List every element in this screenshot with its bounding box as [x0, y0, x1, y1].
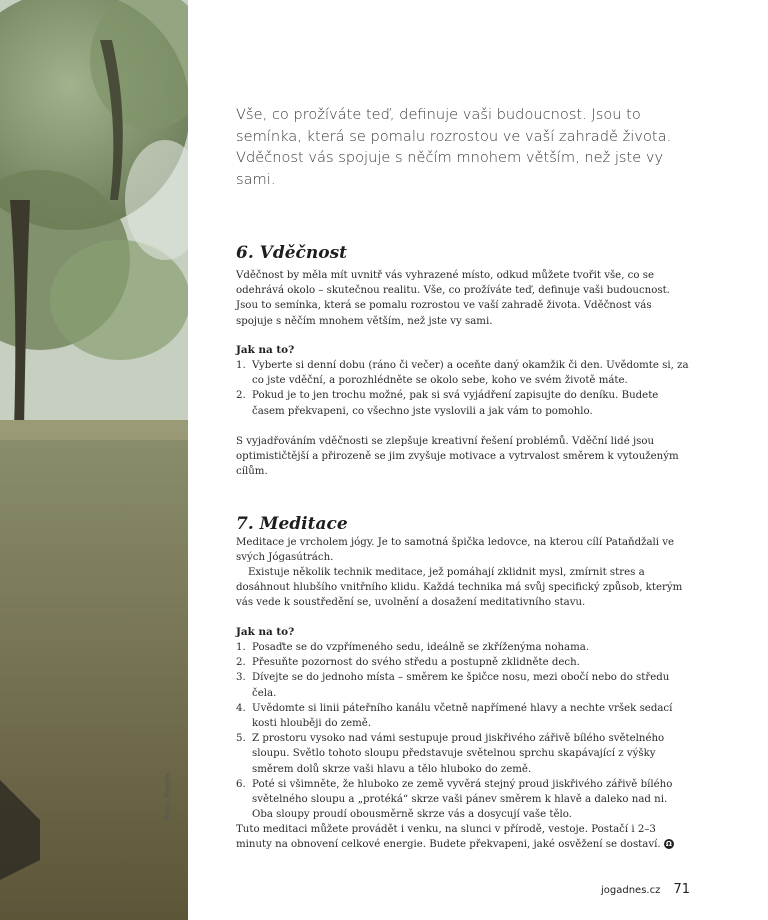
- step-text: Přesuňte pozornost do svého středu a postupně zklidněte dech.: [252, 657, 580, 669]
- list-item: [236, 655, 690, 670]
- step-text: Posaďte se do vzpřímeného sedu, ideálně se zkříženýma nohama.: [252, 642, 590, 653]
- photo-credit-text: Foto: Pexels: [163, 772, 172, 820]
- list-item: [236, 388, 690, 418]
- step-text: Z prostoru vysoko nad vámi sestupuje proud jiskřivého zářivě bílého světelného sloupu. Světlo tohoto sloupu představuje světelnou sprchu skapávající z výšky směrem dolů skrze vaši hlavu a tělo hluboko do země.: [252, 733, 665, 775]
- list-item: [236, 358, 690, 388]
- section-7-title: 7. Meditace: [236, 514, 348, 534]
- end-mark-icon: Ω: [664, 839, 674, 849]
- step-text: Poté si všimněte, že hluboko ze země vyvěrá stejný proud jiskřivého zářivě bílého světelného sloupu a „protéká“ skrze vaši pánev směrem k hlavě a daleko nad ni. Oba sloupy proudí obousměrně skrze vás a dosycují vaše tělo.: [252, 778, 673, 821]
- list-item: [236, 640, 690, 655]
- step-text: Vyberte si denní dobu (ráno či večer) a oceňte daný okamžik či den. Uvědomte si, za co jste vděční, a porozhlédněte se okolo sebe, koho ve svém životě máte.: [252, 360, 689, 387]
- nature-photo: [0, 0, 188, 920]
- section-7-howto: Jak na to?: [236, 626, 295, 638]
- section-7-outro: [236, 822, 690, 852]
- step-number: 3.: [236, 672, 246, 684]
- list-item: [236, 701, 690, 731]
- step-text: Pokud je to jen trochu možné, pak si svá vyjádření zapisujte do deníku. Budete časem překvapeni, co všechno jste vyslovili a jak vám to pomohlo.: [252, 390, 659, 417]
- section-7-intro: Meditace je vrcholem jógy. Je to samotná špička ledovce, na kterou cílí Pataňdžali ve svých Jógasútrách.: [236, 537, 675, 564]
- page-number: 71: [673, 882, 690, 897]
- section-7-outro-text: Tuto meditaci můžete provádět i venku, na slunci v přírodě, vestoje. Postačí i 2–3 minuty na obnovení celkové energie. Budete překvapeni, jaké osvěžení se dostaví.: [236, 824, 661, 851]
- section-7-intro-2: Existuje několik technik meditace, jež pomáhají zklidnit mysl, zmírnit stres a dosáhnout hlubšího vnitřního klidu. Každá technika má svůj specifický způsob, kterým vás vede k soustředění se, uvolnění a dosažení meditativního stavu.: [236, 567, 683, 609]
- step-text: Uvědomte si linii páteřního kanálu včetně napřímené hlavy a nechte vršek sedací kosti hlouběji do země.: [252, 702, 673, 730]
- step-number: 5.: [236, 733, 246, 745]
- section-6-howto: Jak na to?: [236, 344, 295, 356]
- section-7-steps: [236, 640, 690, 822]
- tree-illustration: [0, 0, 188, 920]
- step-number: 2.: [236, 657, 246, 669]
- section-6-title: 6. Vděčnost: [236, 243, 348, 263]
- step-number: 4.: [236, 702, 246, 714]
- step-number: 2.: [236, 390, 246, 402]
- section-6-outro: S vyjadřováním vděčnosti se zlepšuje kreativní řešení problémů. Vděční lidé jsou optimističtější a přirozeně se jim zvyšuje motivace a vytrvalost směrem k vytouženým cílům.: [236, 436, 679, 478]
- list-item: [236, 731, 690, 777]
- photo-credit: [163, 0, 202, 920]
- step-number: 1.: [236, 360, 246, 371]
- section-6-steps: [236, 358, 690, 419]
- step-number: 1.: [236, 642, 246, 653]
- site-url: jogadnes.cz: [601, 885, 661, 896]
- list-item: [236, 670, 690, 700]
- step-text: Dívejte se do jednoho místa – směrem ke špičce nosu, mezi obočí nebo do středu čela.: [252, 672, 670, 699]
- step-number: 6.: [236, 778, 246, 790]
- lead-paragraph: Vše, co prožíváte teď, definuje vaši budoucnost. Jsou to semínka, která se pomalu rozrostou ve vaší zahradě života. Vděčnost vás spojuje s něčím mnohem větším, než jste vy sami.: [236, 106, 672, 188]
- section-6-intro: Vděčnost by měla mít uvnitř vás vyhrazené místo, odkud můžete tvořit vše, co se odehrává okolo – skutečnou realitu. Vše, co prožíváte teď, definuje vaši budoucnost. Jsou to semínka, která se pomalu rozrostou ve vaší zahradě života. Vděčnost vás spojuje s něčím mnohem větším, než jste vy sami.: [236, 270, 670, 327]
- page-footer: [601, 878, 690, 897]
- list-item: [236, 777, 690, 823]
